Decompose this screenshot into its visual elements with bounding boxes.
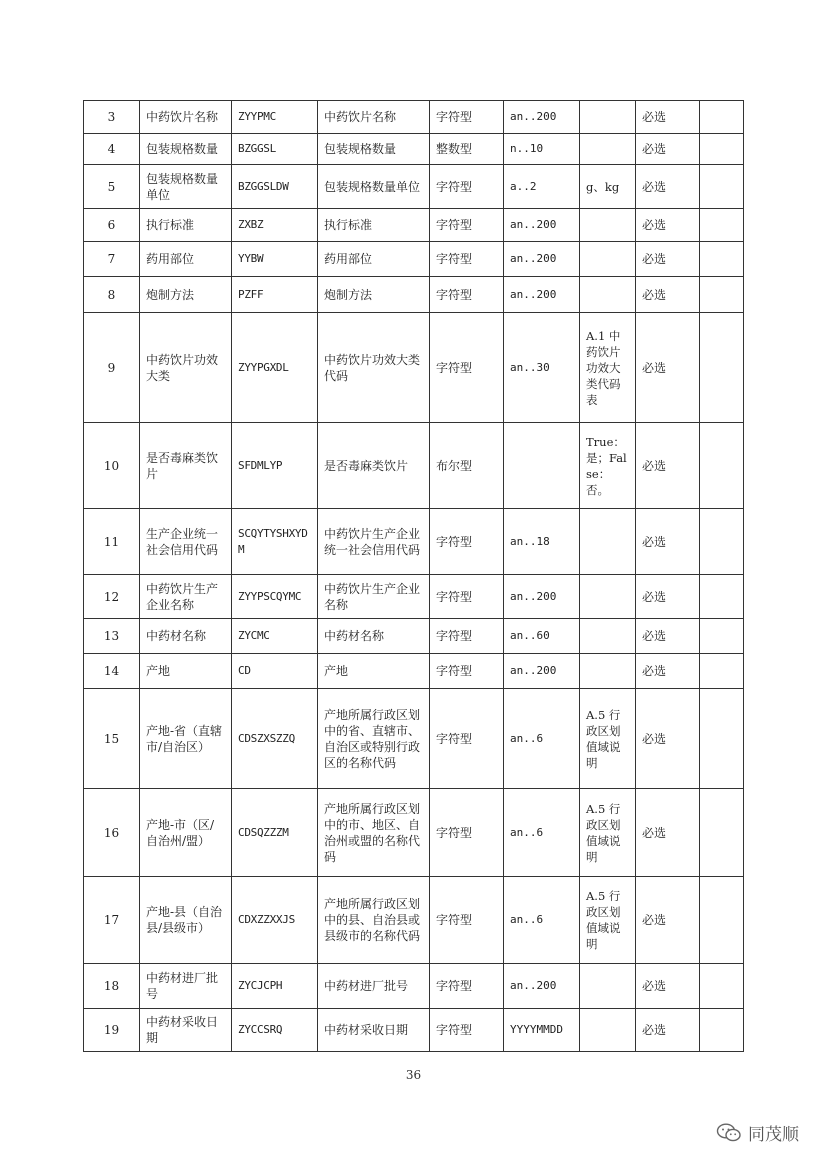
cell-note — [700, 964, 744, 1009]
table-row — [84, 101, 744, 134]
cell-name: 炮制方法 — [140, 277, 232, 313]
cell-values — [580, 1009, 636, 1052]
cell-type: 字符型 — [430, 101, 504, 134]
cell-desc: 中药材名称 — [318, 619, 430, 654]
table-row — [84, 509, 744, 575]
cell-type: 字符型 — [430, 575, 504, 619]
cell-note — [700, 654, 744, 689]
cell-note — [700, 1009, 744, 1052]
cell-values: A.5 行政区划值域说明 — [580, 789, 636, 877]
cell-type: 字符型 — [430, 313, 504, 423]
cell-format: an..60 — [504, 619, 580, 654]
cell-note — [700, 575, 744, 619]
cell-required: 必选 — [636, 689, 700, 789]
cell-values — [580, 242, 636, 277]
cell-format: an..18 — [504, 509, 580, 575]
cell-required: 必选 — [636, 509, 700, 575]
cell-no: 16 — [84, 789, 140, 877]
table-row — [84, 689, 744, 789]
cell-note — [700, 423, 744, 509]
cell-no: 14 — [84, 654, 140, 689]
cell-no: 10 — [84, 423, 140, 509]
cell-type: 字符型 — [430, 654, 504, 689]
cell-note — [700, 313, 744, 423]
cell-format — [504, 423, 580, 509]
cell-format: an..6 — [504, 877, 580, 964]
cell-type: 字符型 — [430, 1009, 504, 1052]
cell-code: ZYYPGXDL — [232, 313, 318, 423]
cell-code: ZYCMC — [232, 619, 318, 654]
cell-no: 3 — [84, 101, 140, 134]
table-row — [84, 313, 744, 423]
data-element-table — [83, 100, 744, 1052]
cell-note — [700, 134, 744, 165]
table-row — [84, 654, 744, 689]
cell-name: 中药饮片功效大类 — [140, 313, 232, 423]
cell-name: 中药材进厂批号 — [140, 964, 232, 1009]
cell-note — [700, 242, 744, 277]
cell-required: 必选 — [636, 654, 700, 689]
table-row — [84, 575, 744, 619]
table-row — [84, 789, 744, 877]
cell-values — [580, 654, 636, 689]
cell-format: an..6 — [504, 789, 580, 877]
cell-desc: 中药材采收日期 — [318, 1009, 430, 1052]
cell-values — [580, 101, 636, 134]
table-row — [84, 964, 744, 1009]
cell-values — [580, 209, 636, 242]
cell-no: 13 — [84, 619, 140, 654]
cell-no: 7 — [84, 242, 140, 277]
cell-values: A.5 行政区划值域说明 — [580, 689, 636, 789]
cell-format: an..200 — [504, 654, 580, 689]
table-row — [84, 619, 744, 654]
cell-code: ZYYPMC — [232, 101, 318, 134]
cell-name: 产地-市（区/自治州/盟） — [140, 789, 232, 877]
wechat-icon — [716, 1123, 742, 1143]
cell-note — [700, 509, 744, 575]
table-row — [84, 209, 744, 242]
cell-code: CDXZZXXJS — [232, 877, 318, 964]
cell-required: 必选 — [636, 619, 700, 654]
cell-desc: 药用部位 — [318, 242, 430, 277]
cell-required: 必选 — [636, 277, 700, 313]
cell-required: 必选 — [636, 964, 700, 1009]
cell-format: an..200 — [504, 964, 580, 1009]
cell-required: 必选 — [636, 165, 700, 209]
cell-no: 17 — [84, 877, 140, 964]
cell-code: SCQYTYSHXYDM — [232, 509, 318, 575]
cell-note — [700, 877, 744, 964]
cell-required: 必选 — [636, 101, 700, 134]
cell-type: 布尔型 — [430, 423, 504, 509]
cell-code: CDSZXSZZQ — [232, 689, 318, 789]
cell-required: 必选 — [636, 134, 700, 165]
cell-note — [700, 209, 744, 242]
cell-type: 字符型 — [430, 165, 504, 209]
cell-name: 药用部位 — [140, 242, 232, 277]
cell-name: 产地-省（直辖市/自治区） — [140, 689, 232, 789]
cell-values — [580, 619, 636, 654]
cell-name: 中药饮片生产企业名称 — [140, 575, 232, 619]
cell-note — [700, 619, 744, 654]
cell-values: A.5 行政区划值域说明 — [580, 877, 636, 964]
cell-required: 必选 — [636, 423, 700, 509]
cell-desc: 中药饮片生产企业统一社会信用代码 — [318, 509, 430, 575]
cell-desc: 产地所属行政区划中的县、自治县或县级市的名称代码 — [318, 877, 430, 964]
cell-desc: 产地所属行政区划中的省、直辖市、自治区或特别行政区的名称代码 — [318, 689, 430, 789]
cell-values — [580, 134, 636, 165]
cell-type: 字符型 — [430, 209, 504, 242]
table-row — [84, 134, 744, 165]
cell-required: 必选 — [636, 789, 700, 877]
cell-values — [580, 277, 636, 313]
cell-no: 19 — [84, 1009, 140, 1052]
cell-code: PZFF — [232, 277, 318, 313]
cell-name: 产地 — [140, 654, 232, 689]
cell-name: 中药材采收日期 — [140, 1009, 232, 1052]
cell-name: 执行标准 — [140, 209, 232, 242]
cell-required: 必选 — [636, 313, 700, 423]
cell-no: 11 — [84, 509, 140, 575]
cell-format: an..200 — [504, 575, 580, 619]
cell-format: an..30 — [504, 313, 580, 423]
cell-code: ZXBZ — [232, 209, 318, 242]
cell-type: 字符型 — [430, 789, 504, 877]
cell-format: an..200 — [504, 242, 580, 277]
cell-desc: 执行标准 — [318, 209, 430, 242]
cell-desc: 中药饮片生产企业名称 — [318, 575, 430, 619]
cell-format: an..6 — [504, 689, 580, 789]
cell-desc: 炮制方法 — [318, 277, 430, 313]
cell-code: ZYYPSCQYMC — [232, 575, 318, 619]
cell-no: 15 — [84, 689, 140, 789]
cell-desc: 包装规格数量 — [318, 134, 430, 165]
cell-desc: 产地 — [318, 654, 430, 689]
cell-values — [580, 964, 636, 1009]
table-row — [84, 1009, 744, 1052]
table-row — [84, 242, 744, 277]
cell-type: 字符型 — [430, 877, 504, 964]
cell-name: 产地-县（自治县/县级市） — [140, 877, 232, 964]
cell-no: 8 — [84, 277, 140, 313]
cell-name: 生产企业统一社会信用代码 — [140, 509, 232, 575]
cell-type: 字符型 — [430, 277, 504, 313]
cell-code: CDSQZZZM — [232, 789, 318, 877]
cell-type: 字符型 — [430, 509, 504, 575]
cell-type: 字符型 — [430, 689, 504, 789]
cell-name: 包装规格数量 — [140, 134, 232, 165]
cell-required: 必选 — [636, 1009, 700, 1052]
cell-desc: 是否毒麻类饮片 — [318, 423, 430, 509]
cell-type: 字符型 — [430, 242, 504, 277]
cell-note — [700, 689, 744, 789]
cell-format: a..2 — [504, 165, 580, 209]
cell-note — [700, 101, 744, 134]
cell-required: 必选 — [636, 877, 700, 964]
cell-name: 是否毒麻类饮片 — [140, 423, 232, 509]
cell-code: SFDMLYP — [232, 423, 318, 509]
cell-note — [700, 789, 744, 877]
cell-format: an..200 — [504, 277, 580, 313]
cell-required: 必选 — [636, 242, 700, 277]
cell-desc: 中药饮片名称 — [318, 101, 430, 134]
cell-name: 中药饮片名称 — [140, 101, 232, 134]
watermark-text: 同茂顺 — [748, 1125, 799, 1145]
cell-format: an..200 — [504, 209, 580, 242]
table-row — [84, 877, 744, 964]
cell-values: A.1 中药饮片功效大类代码表 — [580, 313, 636, 423]
cell-note — [700, 277, 744, 313]
watermark — [716, 1120, 799, 1145]
cell-desc: 产地所属行政区划中的市、地区、自治州或盟的名称代码 — [318, 789, 430, 877]
cell-no: 6 — [84, 209, 140, 242]
cell-no: 12 — [84, 575, 140, 619]
cell-type: 字符型 — [430, 619, 504, 654]
cell-values: True：是；False：否。 — [580, 423, 636, 509]
cell-code: ZYCCSRQ — [232, 1009, 318, 1052]
cell-values — [580, 509, 636, 575]
cell-code: YYBW — [232, 242, 318, 277]
cell-code: ZYCJCPH — [232, 964, 318, 1009]
cell-no: 4 — [84, 134, 140, 165]
cell-no: 5 — [84, 165, 140, 209]
cell-format: an..200 — [504, 101, 580, 134]
cell-no: 9 — [84, 313, 140, 423]
cell-values — [580, 575, 636, 619]
table-row — [84, 423, 744, 509]
cell-name: 中药材名称 — [140, 619, 232, 654]
cell-desc: 包装规格数量单位 — [318, 165, 430, 209]
cell-name: 包装规格数量单位 — [140, 165, 232, 209]
cell-code: CD — [232, 654, 318, 689]
table-row — [84, 277, 744, 313]
cell-desc: 中药材进厂批号 — [318, 964, 430, 1009]
cell-values: g、kg — [580, 165, 636, 209]
cell-required: 必选 — [636, 575, 700, 619]
cell-format: n..10 — [504, 134, 580, 165]
cell-no: 18 — [84, 964, 140, 1009]
cell-type: 字符型 — [430, 964, 504, 1009]
cell-desc: 中药饮片功效大类代码 — [318, 313, 430, 423]
cell-note — [700, 165, 744, 209]
cell-code: BZGGSLDW — [232, 165, 318, 209]
cell-required: 必选 — [636, 209, 700, 242]
cell-format: YYYYMMDD — [504, 1009, 580, 1052]
cell-type: 整数型 — [430, 134, 504, 165]
page-number: 36 — [405, 1068, 422, 1082]
table-row — [84, 165, 744, 209]
cell-code: BZGGSL — [232, 134, 318, 165]
